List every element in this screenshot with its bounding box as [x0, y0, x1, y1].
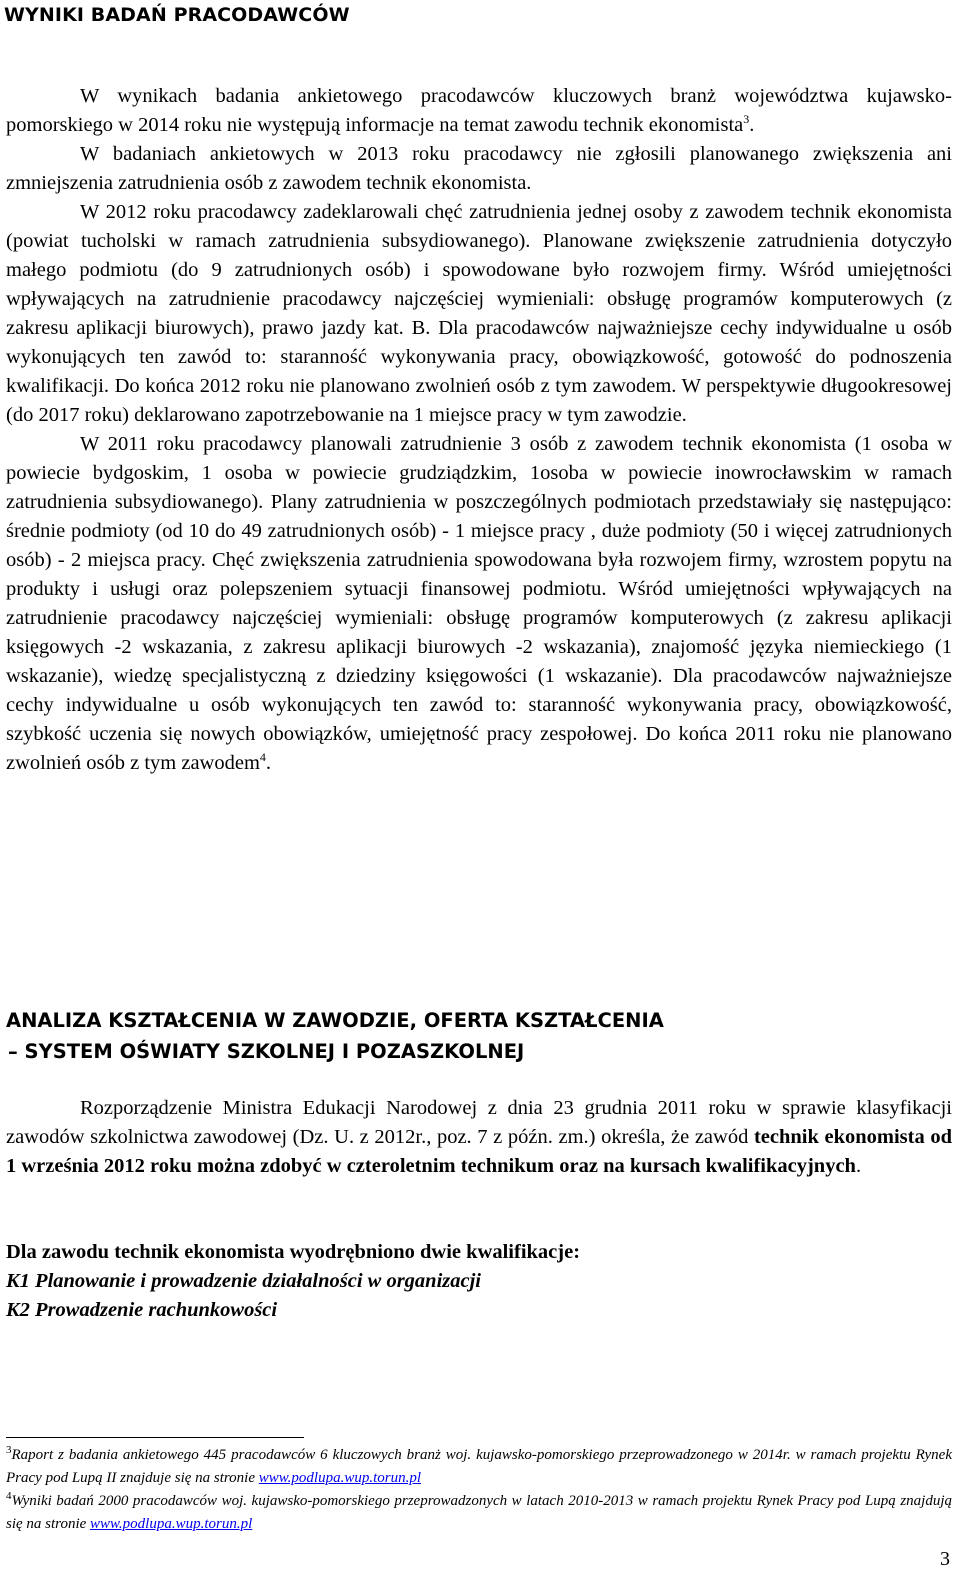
footnote-3 [6, 1444, 952, 1490]
regulation-text: Rozporządzenie Ministra Edukacji Narodowej z dnia 23 grudnia 2011 roku w sprawie klasyfikacji zawodów szkolnictwa zawodowej (Dz. U. z 2012r., poz. 7 z późn. zm.) określa, że zawód [6, 1097, 952, 1148]
footnote-4-link[interactable]: www.podlupa.wup.torun.pl [90, 1516, 253, 1532]
paragraph-2011-end: . [265, 752, 272, 774]
footnote-3-link[interactable]: www.podlupa.wup.torun.pl [258, 1470, 422, 1486]
paragraph-2012: W 2012 roku pracodawcy zadeklarowali chęć zatrudnienia jednej osoby z zawodem technik ekonomista (powiat tucholski w ramach zatrudnienia subsydiowanego). Planowane zwiększenie zatrudnienia dotyczyło małego podmiotu (do 9 zatrudnionych osób) i spowodowane było rozwojem firmy. Wśród umiejętności wpływających na zatrudnienie pracodawcy najczęściej wymieniali: obsługę programów komputerowych (z zakresu aplikacji biurowych), prawo jazdy kat. B. Dla pracodawców najważniejsze cechy indywidualne u osób wykonujących ten zawód to: staranność wykonywania pracy, obowiązkowość, gotowość do podnoszenia kwalifikacji. Do końca 2012 roku nie planowano zwolnień osób z tym zawodem. W perspektywie długookresowej (do 2017 roku) deklarowano zapotrzebowanie na 1 miejsce pracy w tym zawodzie. [6, 201, 952, 426]
regulation-end: . [855, 1155, 862, 1177]
page-number: 3 [940, 1548, 950, 1570]
employer-survey-section [6, 82, 952, 778]
qualifications-intro: Dla zawodu technik ekonomista wyodrębniono dwie kwalifikacje: [6, 1241, 581, 1263]
paragraph-2011-text: W 2011 roku pracodawcy planowali zatrudnienie 3 osób z zawodem technik ekonomista (1 osoba w powiecie bydgoskim, 1 osoba w powiecie grudziądzkim, 1osoba w powiecie inowrocławskim w ramach zatrudnienia subsydiowanego). Plany zatrudnienia w poszczególnych podmiotach przedstawiały się następująco: średnie podmioty (od 10 do 49 zatrudnionych osób) - 1 miejsce pracy , duże podmioty (50 i więcej zatrudnionych osób) - 2 miejsca pracy. Chęć zwiększenia zatrudnienia spowodowana była rozwojem firmy, wzrostem popytu na produkty i usługi oraz polepszeniem sytuacji finansowej podmiotu. Wśród umiejętności wpływających na zatrudnienie pracodawcy najczęściej wymieniali: obsługę programów komputerowych (z zakresu aplikacji księgowych -2 wskazania, z zakresu aplikacji biurowych -2 wskazania), znajomość języka niemieckiego (1 wskazanie), wiedzę specjalistyczną z dziedziny księgowości (1 wskazanie). Dla pracodawców najważniejsze cechy indywidualne u osób wykonujących ten zawód to: staranność wykonywania pracy, obowiązkowość, szybkość uczenia się nowych obowiązków, umiejętność pracy zespołowej. Do końca 2011 roku nie planowano zwolnień osób z tym zawodem [6, 433, 952, 774]
footnote-3-text: Raport z badania ankietowego 445 pracodawców 6 kluczowych branż woj. kujawsko-pomorskiego przeprowadzonego w 2014r. w ramach projektu Rynek Pracy pod Lupą II znajduje się na stronie [6, 1447, 952, 1486]
section-heading-employer-survey: WYNIKI BADAŃ PRACODAWCÓW [4, 4, 350, 26]
paragraph-2014-text: W wynikach badania ankietowego pracodawców kluczowych branż województwa kujawsko-pomorskiego w 2014 roku nie występują informacje na temat zawodu technik ekonomista [6, 85, 952, 136]
qualification-k1: K1 Planowanie i prowadzenie działalności w organizacji [6, 1270, 481, 1292]
regulation-paragraph [6, 1094, 952, 1181]
paragraph-2014-end: . [749, 114, 755, 136]
section-heading-education-system: – SYSTEM OŚWIATY SZKOLNEJ I POZASZKOLNEJ [8, 1040, 525, 1063]
footnote-ref-4[interactable]: 4 [259, 750, 266, 764]
footnotes [6, 1444, 952, 1536]
regulation-section [6, 1094, 952, 1181]
footnote-ref-3[interactable]: 3 [743, 112, 750, 126]
footnote-4-text: Wyniki badań 2000 pracodawców woj. kujawsko-pomorskiego przeprowadzonych w latach 2010-2013 w ramach projektu Rynek Pracy pod Lupą znajdują się na stronie [6, 1493, 952, 1532]
section-heading-training-analysis: ANALIZA KSZTAŁCENIA W ZAWODZIE, OFERTA KSZTAŁCENIA [6, 1009, 664, 1032]
footnote-4 [6, 1490, 952, 1536]
qualification-k2: K2 Prowadzenie rachunkowości [6, 1299, 278, 1321]
footnote-separator [6, 1437, 304, 1438]
paragraph-2011 [6, 430, 952, 778]
footnote-3-number: 3 [6, 1444, 12, 1456]
regulation-emphasis: technik ekonomista od 1 września 2012 roku można zdobyć w czteroletnim technikum oraz na kursach kwalifikacyjnych [6, 1126, 953, 1177]
paragraph-2013: W badaniach ankietowych w 2013 roku pracodawcy nie zgłosili planowanego zwiększenia ani zmniejszenia zatrudnienia osób z zawodem technik ekonomista. [6, 143, 952, 194]
paragraph-2014 [6, 82, 952, 140]
footnote-4-number: 4 [6, 1490, 12, 1502]
